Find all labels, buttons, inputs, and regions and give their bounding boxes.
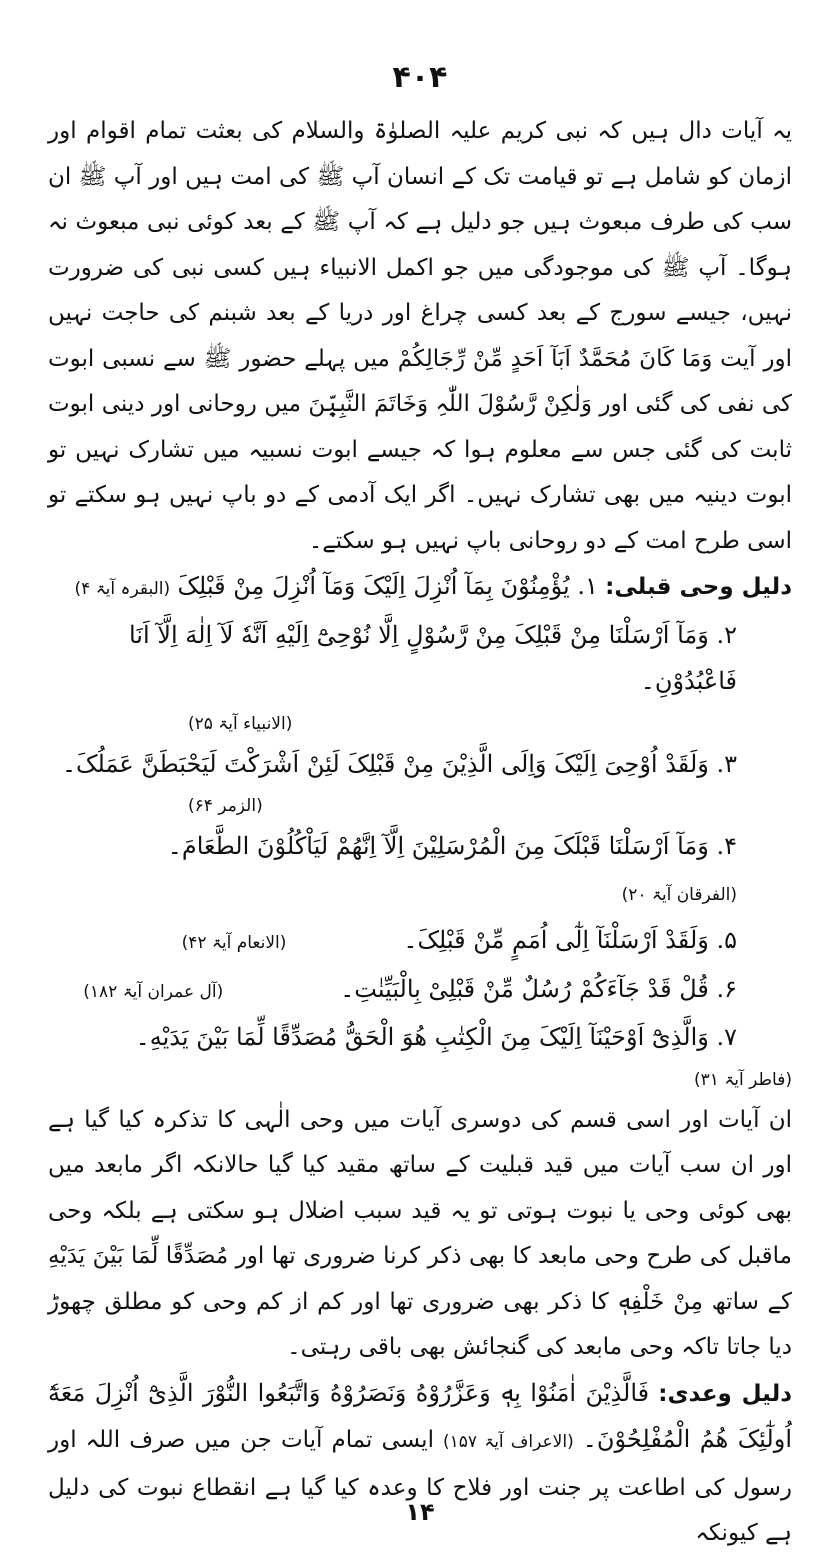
verse-5: ۵. وَلَقَدْ اَرْسَلْنَآ اِلٰٓی اُمَمٍ مِّنْ قَبْلِکَ۔	[403, 926, 737, 954]
verse-3: ۳. وَلَقَدْ اُوْحِیَ اِلَیْکَ وَاِلَی الَّذِیْنَ مِنْ قَبْلِکَ لَئِنْ اَشْرَکْتَ لَیَحْبَطَنَّ عَمَلُکَ۔	[61, 749, 737, 778]
page-number-top: ۴۰۴	[392, 60, 448, 95]
verse-row-3	[48, 742, 792, 789]
verse-row-6	[48, 967, 792, 1016]
wadi-text: ایسی تمام آیات جن میں صرف اللہ اور رسول کی اطاعت پر جنت اور فلاح کا وعدہ کیا گیا ہے انقطاع نبوت کی دلیل ہے کیونکہ	[48, 1427, 792, 1546]
section-wahi-qabli	[48, 564, 792, 1098]
paragraph-intro: یہ آیات دال ہیں کہ نبی کریم علیہ الصلوٰۃ والسلام کی بعثت تمام اقوام اور ازمان کو شامل ہے تو قیامت تک کے انسان آپ ﷺ کی امت ہیں اور آپ ﷺ ان سب کی طرف مبعوث ہیں جو دلیل ہے کہ آپ ﷺ کے بعد کوئی نبی مبعوث نہ ہوگا۔ آپ ﷺ کی موجودگی میں جو اکمل الانبیاء ہیں کسی نبی کی ضرورت نہیں، جیسے سورج کے بعد کسی چراغ اور دریا کے بعد شبنم کی حاجت نہیں اور آیت وَمَا کَانَ مُحَمَّدٌ اَبَآ اَحَدٍ مِّنْ رِّجَالِکُمْ میں پہلے حضور ﷺ سے نسبی ابوت کی نفی کی گئی اور وَلٰکِنْ رَّسُوْلَ اللّٰہِ وَخَاتَمَ النَّبِیّٖنَ میں روحانی اور دینی ابوت ثابت کی گئی جس سے معلوم ہوا کہ جیسے ابوت نسبیہ میں تشارک نہیں تو ابوت دینیہ میں بھی تشارک نہیں۔ اگر ایک آدمی کے دو باپ نہیں ہو سکتے تو اسی طرح امت کے دو روحانی باپ نہیں ہو سکتے۔	[48, 118, 792, 554]
page-number-bottom: ۱۴	[405, 1498, 435, 1526]
verse-row-1	[48, 564, 792, 613]
verse-4-ref: (الفرقان آیۃ ۲۰)	[621, 884, 737, 905]
verse-row-2	[48, 613, 792, 706]
verse-row-7	[48, 1015, 792, 1062]
verse-7-ref: (فاطر آیۃ ۳۱)	[694, 1069, 792, 1090]
verse-6-ref: (آل عمران آیۃ ۱۸۲)	[83, 981, 224, 1002]
verse-7: ۷. وَالَّذِیْٓ اَوْحَیْنَآ اِلَیْکَ مِنَ الْکِتٰبِ هُوَ الْحَقُّ مُصَدِّقًا لِّمَا بَیْنَ یَدَیْهِ۔	[135, 1023, 737, 1051]
verse-2-ref: (الانبیاء آیۃ ۲۵)	[188, 713, 293, 734]
verse-wadi-ref: (الاعراف آیۃ ۱۵۷)	[443, 1432, 574, 1452]
verse-3-ref: (الزمر ۶۴)	[188, 796, 263, 816]
verse-row-4	[48, 824, 792, 918]
paragraph-explanation: ان آیات اور اسی قسم کی دوسری آیات میں وحی الٰہی کا تذکرہ کیا گیا ہے اور ان سب آیات میں قید قبلیت کے ساتھ مقید کیا گیا حالانکہ اگر مابعد میں بھی کوئی وحی یا نبوت ہوتی تو یہ قید سبب اضلال ہو سکتی ہے بلکہ وحی ماقبل کی طرح وحی مابعد کا بھی ذکر کرنا ضروری تھا اور مُصَدِّقًا لِّمَا بَیْنَ یَدَیْهِ کے ساتھ مِنْ خَلْفِهٖ کا ذکر بھی ضروری تھا اور کم از کم وحی کو مطلق چھوڑ دیا جاتا تاکہ وحی مابعد کی گنجائش بھی باقی رہتی۔	[48, 1106, 792, 1360]
verse-2: ۲. وَمَآ اَرْسَلْنَا مِنْ قَبْلِکَ مِنْ رَّسُوْلٍ اِلَّا نُوْحِیْٓ اِلَیْهِ اَنَّهٗ لَآ اِلٰهَ اِلَّآ اَنَا فَاعْبُدُوْنِ۔	[128, 620, 737, 695]
verse-1: ۱. یُؤْمِنُوْنَ بِمَآ اُنْزِلَ اِلَیْکَ وَمَآ اُنْزِلَ مِنْ قَبْلِکَ	[177, 572, 598, 600]
verse-4: ۴. وَمَآ اَرْسَلْنَا قَبْلَکَ مِنَ الْمُرْسَلِیْنَ اِلَّآ اِنَّهُمْ لَیَاْکُلُوْنَ الطَّعَامَ۔	[167, 832, 737, 860]
section-label-wadi: دلیل وعدی:	[658, 1380, 793, 1407]
section-wahi-wadi	[48, 1371, 792, 1557]
verse-wadi: فَالَّذِیْنَ اٰمَنُوْا بِهٖ وَعَزَّرُوْهُ وَنَصَرُوْهُ وَاتَّبَعُوا النُّوْرَ الَّذِیْٓ اُنْزِلَ مَعَهٗٓ اُولٰٓئِکَ هُمُ الْمُفْلِحُوْنَ۔	[48, 1378, 792, 1453]
verse-6: ۶. قُلْ قَدْ جَآءَکُمْ رُسُلٌ مِّنْ قَبْلِیْ بِالْبَیِّنٰتِ۔	[340, 974, 737, 1003]
verse-1-ref: (البقرہ آیۃ ۴)	[74, 579, 171, 599]
section-label-qabli: دلیل وحی قبلی:	[605, 574, 792, 600]
verse-5-ref: (الانعام آیۃ ۴۲)	[181, 933, 287, 953]
verse-row-5	[48, 918, 792, 967]
